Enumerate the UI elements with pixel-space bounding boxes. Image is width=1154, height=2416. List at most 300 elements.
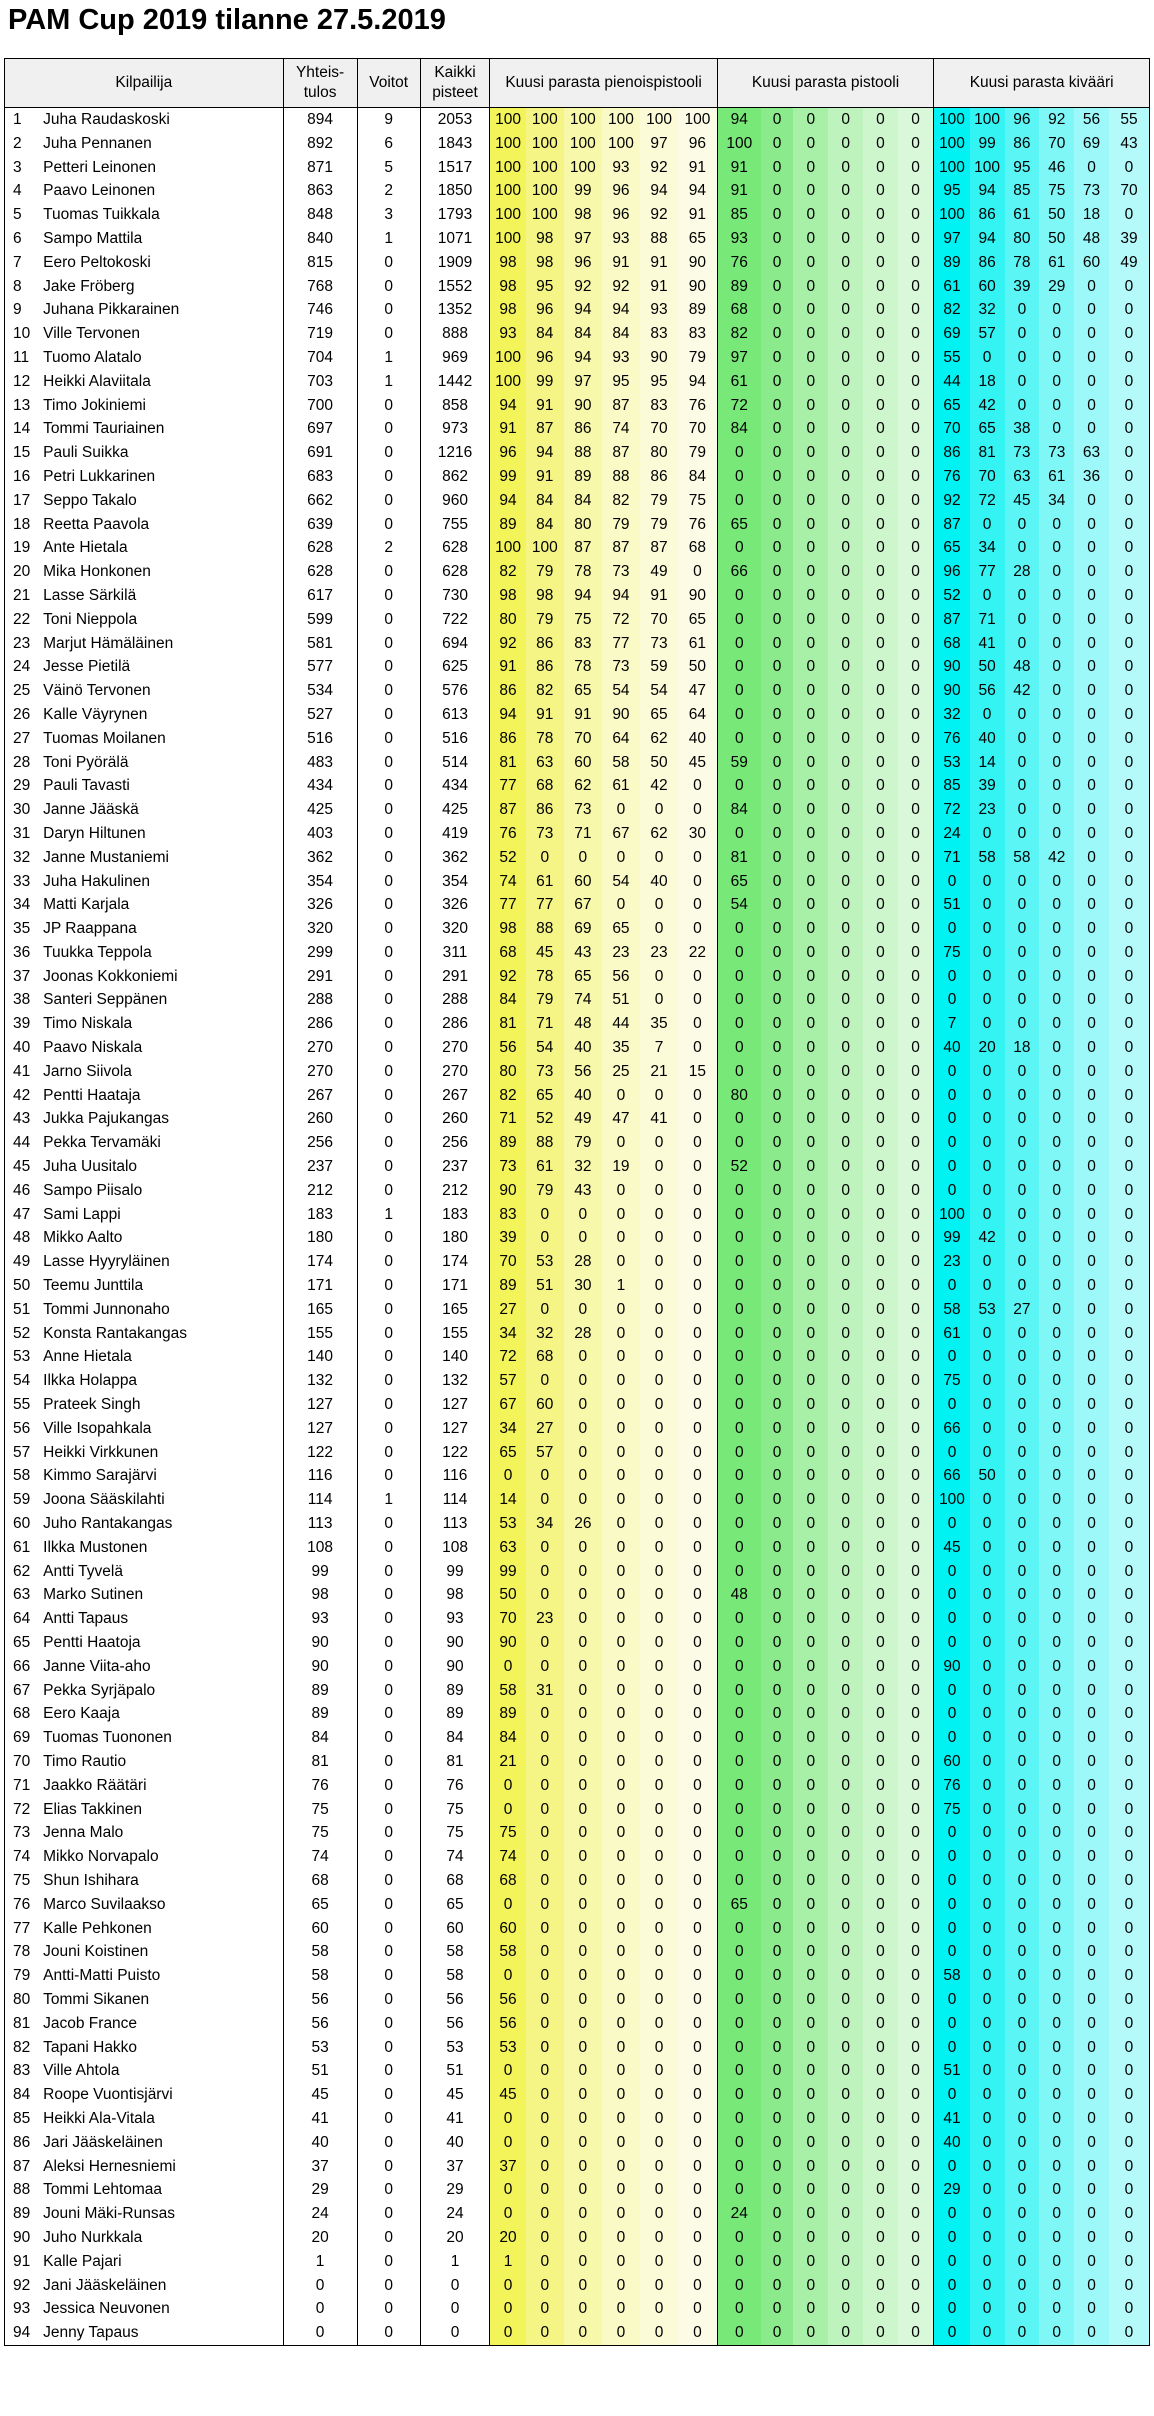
pistol-score-cell: 0 (793, 513, 828, 537)
air-pistol-score-cell: 0 (602, 1821, 640, 1845)
pistol-score-cell: 0 (828, 1798, 863, 1822)
name-cell: Paavo Niskala (43, 1039, 143, 1057)
pistol-score-cell: 0 (717, 1322, 761, 1346)
air-pistol-score-cell: 100 (526, 203, 564, 227)
pistol-score-cell: 0 (863, 1607, 898, 1631)
rifle-score-cell: 0 (1109, 917, 1150, 941)
pistol-score-cell: 0 (898, 1774, 934, 1798)
rifle-score-cell: 0 (1074, 2012, 1109, 2036)
air-pistol-score-cell: 35 (602, 1036, 640, 1060)
total-cell: 58 (283, 1964, 357, 1988)
pistol-score-cell: 0 (793, 1298, 828, 1322)
pistol-score-cell: 0 (793, 1250, 828, 1274)
table-row (5, 227, 1150, 251)
rifle-score-cell: 0 (1109, 1845, 1150, 1869)
rifle-score-cell: 0 (970, 703, 1005, 727)
rifle-score-cell: 0 (1039, 1345, 1074, 1369)
pistol-score-cell: 0 (717, 2226, 761, 2250)
air-pistol-score-cell: 100 (490, 108, 526, 132)
pistol-score-cell: 0 (828, 1917, 863, 1941)
air-pistol-score-cell: 0 (490, 1655, 526, 1679)
table-row (5, 1464, 1150, 1488)
air-pistol-score-cell: 7 (640, 1036, 678, 1060)
pistol-score-cell: 0 (898, 632, 934, 656)
air-pistol-score-cell: 0 (526, 2059, 564, 2083)
rank-cell: 21 (5, 584, 38, 608)
rifle-score-cell: 0 (1074, 988, 1109, 1012)
pistol-score-cell: 0 (717, 1131, 761, 1155)
wins-cell: 0 (357, 774, 420, 798)
pistol-score-cell: 0 (761, 1560, 794, 1584)
rifle-score-cell: 0 (1074, 2250, 1109, 2274)
air-pistol-score-cell: 70 (678, 417, 717, 441)
all-points-cell: 730 (420, 584, 490, 608)
air-pistol-score-cell: 0 (640, 1298, 678, 1322)
name-cell: Janne Jääskä (43, 801, 139, 819)
table-row (5, 2250, 1150, 2274)
pistol-score-cell: 0 (717, 1107, 761, 1131)
table-row (5, 1845, 1150, 1869)
all-points-cell: 56 (420, 2012, 490, 2036)
air-pistol-score-cell: 98 (526, 584, 564, 608)
air-pistol-score-cell: 0 (602, 1798, 640, 1822)
total-cell: 483 (283, 751, 357, 775)
air-pistol-score-cell: 37 (490, 2155, 526, 2179)
pistol-score-cell: 0 (828, 703, 863, 727)
rifle-score-cell: 0 (970, 1964, 1005, 1988)
air-pistol-score-cell: 0 (640, 1203, 678, 1227)
air-pistol-score-cell: 0 (678, 1441, 717, 1465)
rifle-score-cell: 0 (1005, 2178, 1040, 2202)
rifle-score-cell: 0 (970, 2250, 1005, 2274)
air-pistol-score-cell: 0 (526, 2250, 564, 2274)
air-pistol-score-cell: 54 (602, 870, 640, 894)
air-pistol-score-cell: 79 (640, 513, 678, 537)
rifle-score-cell: 0 (970, 1702, 1005, 1726)
pistol-score-cell: 0 (717, 1702, 761, 1726)
air-pistol-score-cell: 0 (564, 1345, 602, 1369)
air-pistol-score-cell: 70 (490, 1250, 526, 1274)
table-row (5, 203, 1150, 227)
rifle-score-cell: 0 (970, 965, 1005, 989)
rifle-score-cell: 0 (1039, 655, 1074, 679)
pistol-score-cell: 0 (793, 489, 828, 513)
rifle-score-cell: 0 (1109, 2107, 1150, 2131)
rifle-score-cell: 42 (970, 1226, 1005, 1250)
air-pistol-score-cell: 78 (526, 965, 564, 989)
pistol-score-cell: 0 (863, 727, 898, 751)
air-pistol-score-cell: 43 (564, 1179, 602, 1203)
rifle-score-cell: 0 (1074, 1179, 1109, 1203)
air-pistol-score-cell: 59 (640, 655, 678, 679)
rifle-score-cell: 0 (1039, 2131, 1074, 2155)
pistol-score-cell: 0 (717, 1488, 761, 1512)
rifle-score-cell: 0 (970, 2321, 1005, 2345)
all-points-cell: 960 (420, 489, 490, 513)
wins-cell: 0 (357, 632, 420, 656)
rank-cell: 1 (5, 108, 38, 132)
rifle-score-cell: 0 (970, 1322, 1005, 1346)
rifle-score-cell: 0 (970, 1655, 1005, 1679)
pistol-score-cell: 0 (898, 1917, 934, 1941)
air-pistol-score-cell: 76 (678, 394, 717, 418)
wins-cell: 0 (357, 298, 420, 322)
all-points-cell: 237 (420, 1155, 490, 1179)
total-cell: 81 (283, 1750, 357, 1774)
pistol-score-cell: 0 (898, 1726, 934, 1750)
pistol-score-cell: 0 (863, 1131, 898, 1155)
pistol-score-cell: 0 (793, 132, 828, 156)
name-cell: Konsta Rantakangas (43, 1324, 188, 1342)
total-cell: 516 (283, 727, 357, 751)
air-pistol-score-cell: 20 (490, 2226, 526, 2250)
table-row (5, 1631, 1150, 1655)
air-pistol-score-cell: 0 (678, 1774, 717, 1798)
rifle-score-cell: 0 (1039, 2178, 1074, 2202)
table-row (5, 1060, 1150, 1084)
all-points-cell: 37 (420, 2155, 490, 2179)
rifle-score-cell: 53 (934, 751, 970, 775)
all-points-cell: 127 (420, 1417, 490, 1441)
rank-cell: 31 (5, 822, 38, 846)
air-pistol-score-cell: 61 (526, 870, 564, 894)
total-cell: 840 (283, 227, 357, 251)
rifle-score-cell: 0 (1109, 1750, 1150, 1774)
rifle-score-cell: 100 (934, 203, 970, 227)
rifle-score-cell: 57 (970, 322, 1005, 346)
air-pistol-score-cell: 0 (678, 1084, 717, 1108)
air-pistol-score-cell: 0 (526, 1464, 564, 1488)
air-pistol-score-cell: 0 (490, 2059, 526, 2083)
air-pistol-score-cell: 0 (602, 2131, 640, 2155)
name-cell: Tommi Sikanen (43, 1990, 150, 2008)
air-pistol-score-cell: 0 (678, 1964, 717, 1988)
total-cell: 628 (283, 560, 357, 584)
table-row (5, 560, 1150, 584)
wins-cell: 1 (357, 227, 420, 251)
pistol-score-cell: 0 (863, 1917, 898, 1941)
table-row (5, 1012, 1150, 1036)
air-pistol-score-cell: 93 (602, 227, 640, 251)
total-cell: 20 (283, 2226, 357, 2250)
air-pistol-score-cell: 0 (640, 2131, 678, 2155)
name-cell: Petteri Leinonen (43, 158, 157, 176)
air-pistol-score-cell: 56 (490, 1988, 526, 2012)
pistol-score-cell: 0 (717, 2178, 761, 2202)
pistol-score-cell: 0 (828, 1560, 863, 1584)
air-pistol-score-cell: 0 (526, 2107, 564, 2131)
wins-cell: 0 (357, 1274, 420, 1298)
pistol-score-cell: 0 (793, 1155, 828, 1179)
air-pistol-score-cell: 79 (526, 560, 564, 584)
rifle-score-cell: 0 (1074, 1012, 1109, 1036)
air-pistol-score-cell: 100 (490, 346, 526, 370)
total-cell: 256 (283, 1131, 357, 1155)
name-cell: Timo Rautio (43, 1752, 127, 1770)
air-pistol-score-cell: 65 (490, 1441, 526, 1465)
air-pistol-score-cell: 0 (564, 1583, 602, 1607)
wins-cell: 0 (357, 465, 420, 489)
rifle-score-cell: 0 (1109, 1869, 1150, 1893)
rifle-score-cell: 0 (970, 1393, 1005, 1417)
pistol-score-cell: 0 (717, 727, 761, 751)
name-cell: Jacob France (43, 2014, 138, 2032)
air-pistol-score-cell: 0 (640, 2036, 678, 2060)
air-pistol-score-cell: 0 (602, 2036, 640, 2060)
wins-cell: 0 (357, 727, 420, 751)
rifle-score-cell: 0 (1109, 2321, 1150, 2345)
rank-cell: 55 (5, 1393, 38, 1417)
pistol-score-cell: 0 (761, 1417, 794, 1441)
air-pistol-score-cell: 0 (602, 1726, 640, 1750)
pistol-score-cell: 0 (863, 2226, 898, 2250)
air-pistol-score-cell: 100 (490, 179, 526, 203)
pistol-score-cell: 0 (793, 1345, 828, 1369)
all-points-cell: 0 (420, 2321, 490, 2345)
air-pistol-score-cell: 0 (640, 1940, 678, 1964)
air-pistol-score-cell: 0 (602, 1583, 640, 1607)
air-pistol-score-cell: 0 (602, 2321, 640, 2345)
rifle-score-cell: 0 (1109, 203, 1150, 227)
pistol-score-cell: 0 (761, 1726, 794, 1750)
air-pistol-score-cell: 82 (526, 679, 564, 703)
rifle-score-cell: 0 (1005, 584, 1040, 608)
name-cell: Antti-Matti Puisto (43, 1967, 161, 1985)
table-row (5, 1964, 1150, 1988)
rifle-score-cell: 0 (1039, 394, 1074, 418)
rifle-score-cell: 0 (970, 1369, 1005, 1393)
air-pistol-score-cell: 100 (526, 108, 564, 132)
total-cell: 75 (283, 1821, 357, 1845)
rank-cell: 82 (5, 2036, 38, 2060)
rifle-score-cell: 0 (1039, 1631, 1074, 1655)
air-pistol-score-cell: 22 (678, 941, 717, 965)
pistol-score-cell: 0 (828, 1441, 863, 1465)
name-cell: Kalle Pajari (43, 2252, 122, 2270)
pistol-score-cell: 0 (793, 1750, 828, 1774)
rifle-score-cell: 0 (1109, 1369, 1150, 1393)
rifle-score-cell: 0 (1109, 2155, 1150, 2179)
rifle-score-cell: 0 (1005, 870, 1040, 894)
pistol-score-cell: 0 (793, 536, 828, 560)
rifle-score-cell: 0 (1074, 417, 1109, 441)
air-pistol-score-cell: 0 (526, 1488, 564, 1512)
all-points-cell: 89 (420, 1679, 490, 1703)
rifle-score-cell: 0 (1039, 727, 1074, 751)
rifle-score-cell: 18 (1005, 1036, 1040, 1060)
wins-cell: 0 (357, 1084, 420, 1108)
wins-cell: 0 (357, 1774, 420, 1798)
rifle-score-cell: 0 (1109, 1631, 1150, 1655)
rifle-score-cell: 0 (1039, 1084, 1074, 1108)
all-points-cell: 1843 (420, 132, 490, 156)
air-pistol-score-cell: 0 (678, 1179, 717, 1203)
rifle-score-cell: 0 (1109, 1940, 1150, 1964)
air-pistol-score-cell: 0 (640, 1393, 678, 1417)
air-pistol-score-cell: 0 (678, 1988, 717, 2012)
rank-cell: 73 (5, 1821, 38, 1845)
rifle-score-cell: 0 (1074, 560, 1109, 584)
air-pistol-score-cell: 0 (678, 1464, 717, 1488)
all-points-cell: 65 (420, 1893, 490, 1917)
air-pistol-score-cell: 0 (678, 798, 717, 822)
rifle-score-cell: 0 (934, 1179, 970, 1203)
table-row (5, 1774, 1150, 1798)
pistol-score-cell: 0 (898, 2155, 934, 2179)
air-pistol-score-cell: 87 (490, 798, 526, 822)
rifle-score-cell: 0 (1005, 1655, 1040, 1679)
air-pistol-score-cell: 0 (564, 2131, 602, 2155)
wins-cell: 0 (357, 2059, 420, 2083)
rifle-score-cell: 0 (1109, 2178, 1150, 2202)
name-cell: Aleksi Hernesniemi (43, 2157, 176, 2175)
rifle-score-cell: 29 (934, 2178, 970, 2202)
rank-cell: 84 (5, 2083, 38, 2107)
pistol-score-cell: 0 (828, 1583, 863, 1607)
pistol-score-cell: 0 (828, 1821, 863, 1845)
air-pistol-score-cell: 0 (640, 1988, 678, 2012)
rifle-score-cell: 0 (1039, 1226, 1074, 1250)
rifle-score-cell: 0 (1109, 1226, 1150, 1250)
pistol-score-cell: 0 (863, 1060, 898, 1084)
rifle-score-cell: 0 (1005, 1345, 1040, 1369)
pistol-score-cell: 0 (761, 1845, 794, 1869)
air-pistol-score-cell: 0 (640, 1417, 678, 1441)
rifle-score-cell: 0 (970, 2202, 1005, 2226)
air-pistol-score-cell: 91 (678, 156, 717, 180)
pistol-score-cell: 0 (793, 2083, 828, 2107)
air-pistol-score-cell: 82 (490, 1084, 526, 1108)
pistol-score-cell: 0 (761, 441, 794, 465)
rifle-score-cell: 14 (970, 751, 1005, 775)
rank-cell: 33 (5, 870, 38, 894)
air-pistol-score-cell: 74 (602, 417, 640, 441)
rank-cell: 94 (5, 2321, 38, 2345)
air-pistol-score-cell: 0 (602, 1084, 640, 1108)
air-pistol-score-cell: 89 (490, 1131, 526, 1155)
air-pistol-score-cell: 84 (526, 513, 564, 537)
pistol-score-cell: 0 (898, 679, 934, 703)
all-points-cell: 434 (420, 774, 490, 798)
air-pistol-score-cell: 0 (602, 1250, 640, 1274)
air-pistol-score-cell: 73 (490, 1155, 526, 1179)
rifle-score-cell: 0 (934, 1821, 970, 1845)
rifle-score-cell: 0 (1005, 1131, 1040, 1155)
name-cell: Pauli Tavasti (43, 777, 130, 795)
pistol-score-cell: 0 (717, 489, 761, 513)
total-cell: 90 (283, 1631, 357, 1655)
pistol-score-cell: 0 (761, 1369, 794, 1393)
rifle-score-cell: 0 (934, 1988, 970, 2012)
air-pistol-score-cell: 41 (640, 1107, 678, 1131)
total-cell: 863 (283, 179, 357, 203)
air-pistol-score-cell: 0 (526, 2202, 564, 2226)
rifle-score-cell: 50 (970, 1464, 1005, 1488)
pistol-score-cell: 0 (793, 179, 828, 203)
rifle-score-cell: 61 (1005, 203, 1040, 227)
air-pistol-score-cell: 0 (564, 2202, 602, 2226)
rifle-score-cell: 0 (1109, 322, 1150, 346)
header-wins: Voitot (357, 59, 420, 108)
air-pistol-score-cell: 100 (490, 156, 526, 180)
rank-cell: 77 (5, 1917, 38, 1941)
name-cell: JP Raappana (43, 920, 137, 938)
air-pistol-score-cell: 88 (526, 1131, 564, 1155)
wins-cell: 0 (357, 1583, 420, 1607)
all-points-cell: 888 (420, 322, 490, 346)
pistol-score-cell: 0 (898, 1750, 934, 1774)
air-pistol-score-cell: 73 (602, 560, 640, 584)
rifle-score-cell: 0 (1109, 2083, 1150, 2107)
rank-cell: 24 (5, 655, 38, 679)
rifle-score-cell: 0 (934, 917, 970, 941)
total-cell: 98 (283, 1583, 357, 1607)
air-pistol-score-cell: 0 (564, 846, 602, 870)
rifle-score-cell: 0 (1005, 1417, 1040, 1441)
rifle-score-cell: 0 (1005, 1393, 1040, 1417)
pistol-score-cell: 0 (761, 394, 794, 418)
pistol-score-cell: 0 (793, 1060, 828, 1084)
rifle-score-cell: 0 (1005, 1869, 1040, 1893)
pistol-score-cell: 94 (717, 108, 761, 132)
total-cell: 68 (283, 1869, 357, 1893)
name-cell: Juha Uusitalo (43, 1158, 138, 1176)
air-pistol-score-cell: 88 (526, 917, 564, 941)
table-row (5, 1036, 1150, 1060)
air-pistol-score-cell: 62 (640, 822, 678, 846)
rifle-score-cell: 0 (1074, 608, 1109, 632)
table-row (5, 1107, 1150, 1131)
rank-cell: 59 (5, 1488, 38, 1512)
air-pistol-score-cell: 91 (678, 203, 717, 227)
rifle-score-cell: 0 (1109, 1774, 1150, 1798)
pistol-score-cell: 0 (828, 988, 863, 1012)
rank-cell: 17 (5, 489, 38, 513)
wins-cell: 0 (357, 1917, 420, 1941)
pistol-score-cell: 0 (898, 655, 934, 679)
rifle-score-cell: 0 (1109, 1560, 1150, 1584)
wins-cell: 0 (357, 1155, 420, 1179)
table-row (5, 1726, 1150, 1750)
all-points-cell: 93 (420, 1607, 490, 1631)
rank-cell: 57 (5, 1441, 38, 1465)
pistol-score-cell: 0 (863, 1203, 898, 1227)
air-pistol-score-cell: 0 (564, 2250, 602, 2274)
pistol-score-cell: 0 (898, 1322, 934, 1346)
table-row (5, 632, 1150, 656)
air-pistol-score-cell: 0 (640, 1869, 678, 1893)
rifle-score-cell: 0 (1109, 2036, 1150, 2060)
pistol-score-cell: 59 (717, 751, 761, 775)
pistol-score-cell: 0 (863, 2321, 898, 2345)
pistol-score-cell: 0 (761, 2131, 794, 2155)
rifle-score-cell: 50 (970, 655, 1005, 679)
rank-cell: 36 (5, 941, 38, 965)
air-pistol-score-cell: 65 (678, 608, 717, 632)
table-row (5, 1750, 1150, 1774)
pistol-score-cell: 0 (863, 441, 898, 465)
rifle-score-cell: 0 (1109, 870, 1150, 894)
pistol-score-cell: 0 (793, 203, 828, 227)
air-pistol-score-cell: 80 (490, 1060, 526, 1084)
pistol-score-cell: 0 (761, 1583, 794, 1607)
rifle-score-cell: 95 (934, 179, 970, 203)
air-pistol-score-cell: 80 (640, 441, 678, 465)
rifle-score-cell: 70 (934, 417, 970, 441)
air-pistol-score-cell: 40 (640, 870, 678, 894)
rank-cell: 44 (5, 1131, 38, 1155)
wins-cell: 0 (357, 1012, 420, 1036)
